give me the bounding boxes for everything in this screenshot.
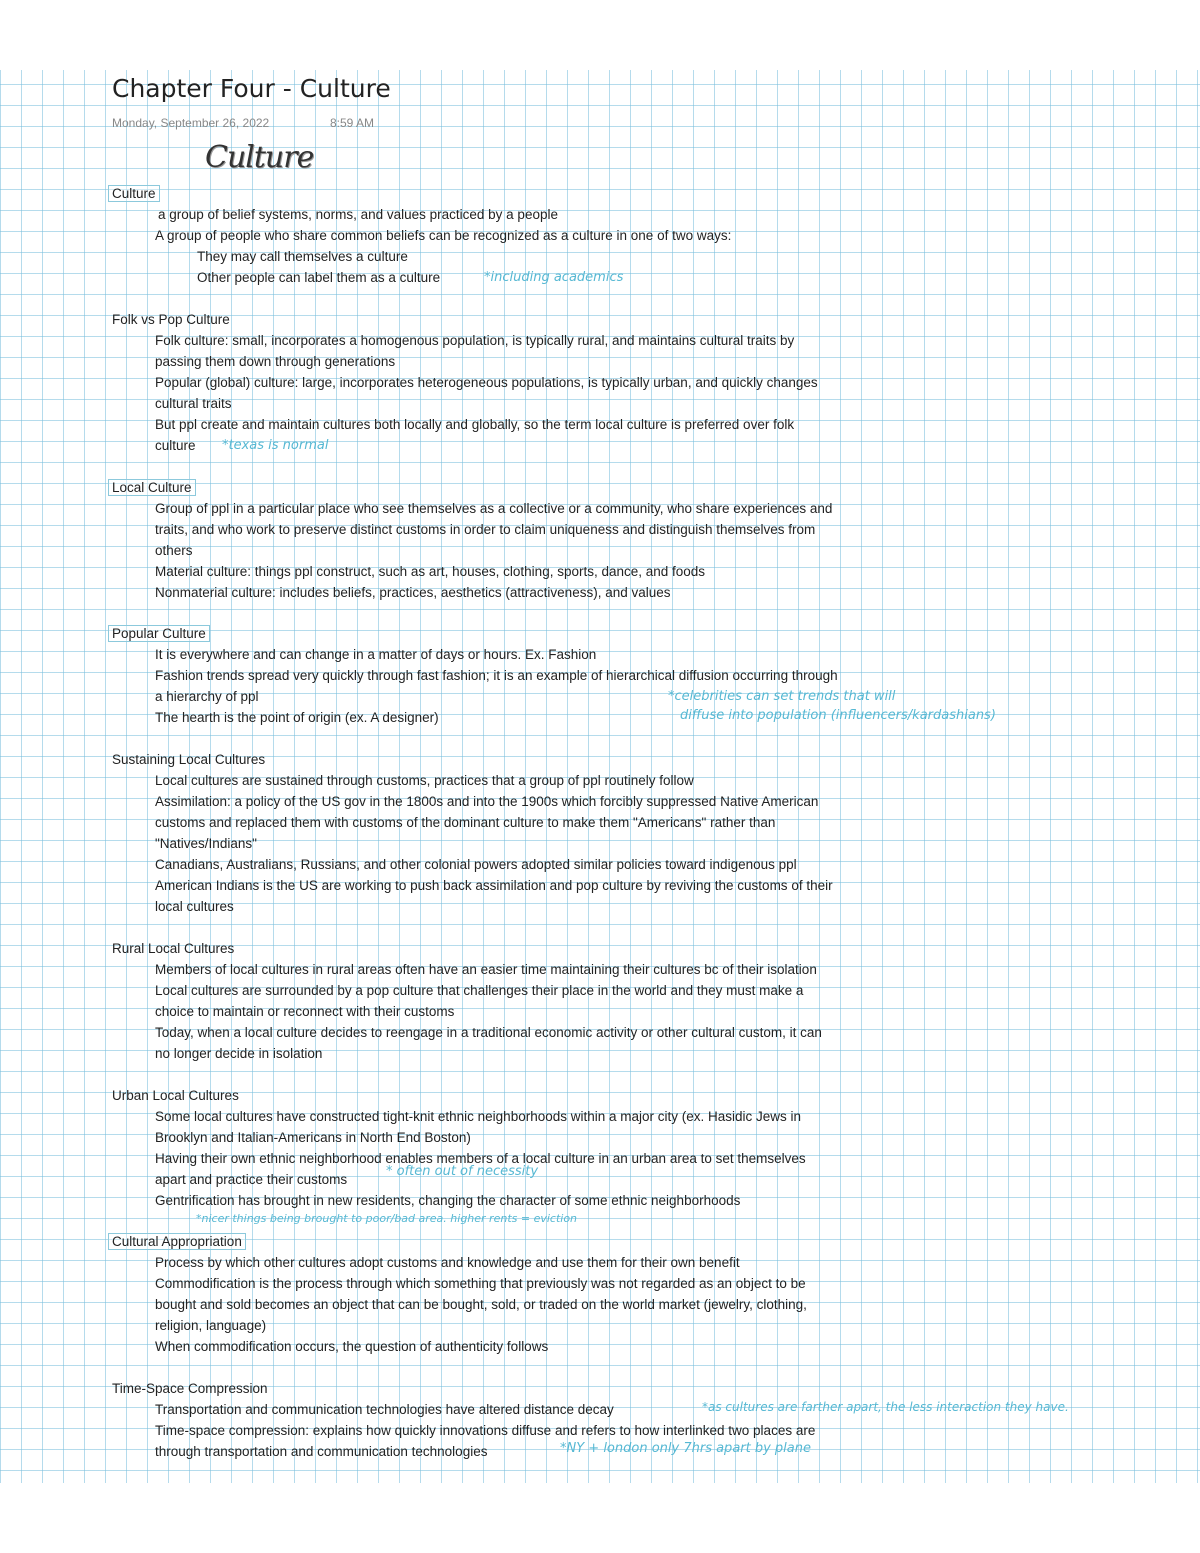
text-line: through transportation and communication technologies [155,1444,488,1459]
text-line: Other people can label them as a culture [197,270,441,285]
text-line: culture [155,438,196,453]
section-heading-rural: Rural Local Cultures [112,941,235,956]
text-line: Time-space compression: explains how quickly innovations diffuse and refers to how interlinked two places are [155,1423,816,1438]
section-heading-local [112,479,196,497]
text-line: Brooklyn and Italian-Americans in North End Boston) [155,1130,471,1145]
text-line: They may call themselves a culture [197,249,408,264]
text-line: Popular (global) culture: large, incorporates heterogeneous populations, is typically urban, and quickly changes [155,375,818,390]
text-line: Local cultures are surrounded by a pop culture that challenges their place in the world and they must make a [155,983,804,998]
text-line: religion, language) [155,1318,267,1333]
text-line: Material culture: things ppl construct, such as art, houses, clothing, sports, dance, and foods [155,564,706,579]
handwritten-note: *texas is normal [222,438,329,453]
section-heading-appropriation [112,1233,246,1251]
section-heading-popular [112,625,210,643]
section-heading-folk-pop: Folk vs Pop Culture [112,312,230,327]
text-line: choice to maintain or reconnect with their customs [155,1004,455,1019]
text-line: no longer decide in isolation [155,1046,323,1061]
text-line: Commodification is the process through which something that previously was not regarded as an object to be [155,1276,806,1291]
text-line: Gentrification has brought in new residents, changing the character of some ethnic neighborhoods [155,1193,741,1208]
text-line: Some local cultures have constructed tight-knit ethnic neighborhoods within a major city (ex. Hasidic Jews in [155,1109,802,1124]
page-title: Chapter Four - Culture [112,74,391,103]
text-line: bought and sold becomes an object that can be bought, sold, or traded on the world market (jewelry, clothing, [155,1297,807,1312]
page-footer-band [0,1483,1200,1553]
handwritten-note: *as cultures are farther apart, the less interaction they have. [702,1400,1069,1414]
handwritten-note: *including academics [484,270,624,285]
text-line: But ppl create and maintain cultures both locally and globally, so the term local culture is preferred over folk [155,417,795,432]
text-line: American Indians is the US are working to push back assimilation and pop culture by reviving the customs of their [155,878,833,893]
text-line: A group of people who share common beliefs can be recognized as a culture in one of two ways: [155,228,732,243]
culture-logo-image: Culture [205,140,314,175]
text-line: Folk culture: small, incorporates a homogenous population, is typically rural, and maintains cultural traits by [155,333,795,348]
text-line: apart and practice their customs [155,1172,348,1187]
handwritten-note: *nicer things being brought to poor/bad area. higher rents = eviction [196,1212,578,1225]
page-header-band [0,0,1200,70]
heading-box: Cultural Appropriation [108,1233,246,1250]
text-line: cultural traits [155,396,232,411]
page-date: Monday, September 26, 2022 [112,116,270,130]
text-line: Having their own ethnic neighborhood enables members of a local culture in an urban area to set themselves [155,1151,806,1166]
text-line: Fashion trends spread very quickly through fast fashion; it is an example of hierarchical diffusion occurring through [155,668,838,683]
heading-box: Popular Culture [108,625,210,642]
text-line: a group of belief systems, norms, and values practiced by a people [158,207,558,222]
text-line: Local cultures are sustained through customs, practices that a group of ppl routinely follow [155,773,694,788]
section-heading-timespace: Time-Space Compression [112,1381,268,1396]
text-line: customs and replaced them with customs of the dominant culture to make them "Americans" rather than [155,815,776,830]
handwritten-note: * often out of necessity [386,1164,539,1179]
handwritten-note: diffuse into population (influencers/kardashians) [680,708,996,723]
text-line: It is everywhere and can change in a matter of days or hours. Ex. Fashion [155,647,597,662]
section-heading-culture [112,185,160,203]
text-line: local cultures [155,899,234,914]
text-line: Group of ppl in a particular place who see themselves as a collective or a community, who share experiences and [155,501,833,516]
text-line: When commodification occurs, the question of authenticity follows [155,1339,549,1354]
text-line: Process by which other cultures adopt customs and knowledge and use them for their own benefit [155,1255,740,1270]
text-line: Canadians, Australians, Russians, and other colonial powers adopted similar policies toward indigenous ppl [155,857,797,872]
heading-box: Local Culture [108,479,196,496]
text-line: passing them down through generations [155,354,396,369]
text-line: "Natives/Indians" [155,836,257,851]
text-line: traits, and who work to preserve distinct customs in order to claim uniqueness and distinguish themselves from [155,522,816,537]
handwritten-note: *celebrities can set trends that will [668,689,896,704]
text-line: others [155,543,193,558]
heading-box: Culture [108,185,160,202]
handwritten-note: *NY + london only 7hrs apart by plane [560,1441,811,1456]
text-line: Nonmaterial culture: includes beliefs, practices, aesthetics (attractiveness), and values [155,585,671,600]
section-heading-urban: Urban Local Cultures [112,1088,239,1103]
text-line: The hearth is the point of origin (ex. A designer) [155,710,439,725]
text-line: Transportation and communication technologies have altered distance decay [155,1402,614,1417]
section-heading-sustaining: Sustaining Local Cultures [112,752,266,767]
text-line: Today, when a local culture decides to reengage in a traditional economic activity or other cultural custom, it can [155,1025,822,1040]
text-line: Members of local cultures in rural areas often have an easier time maintaining their cultures bc of their isolation [155,962,817,977]
text-line: a hierarchy of ppl [155,689,259,704]
text-line: Assimilation: a policy of the US gov in the 1800s and into the 1900s which forcibly suppressed Native American [155,794,819,809]
page-time: 8:59 AM [330,116,375,130]
